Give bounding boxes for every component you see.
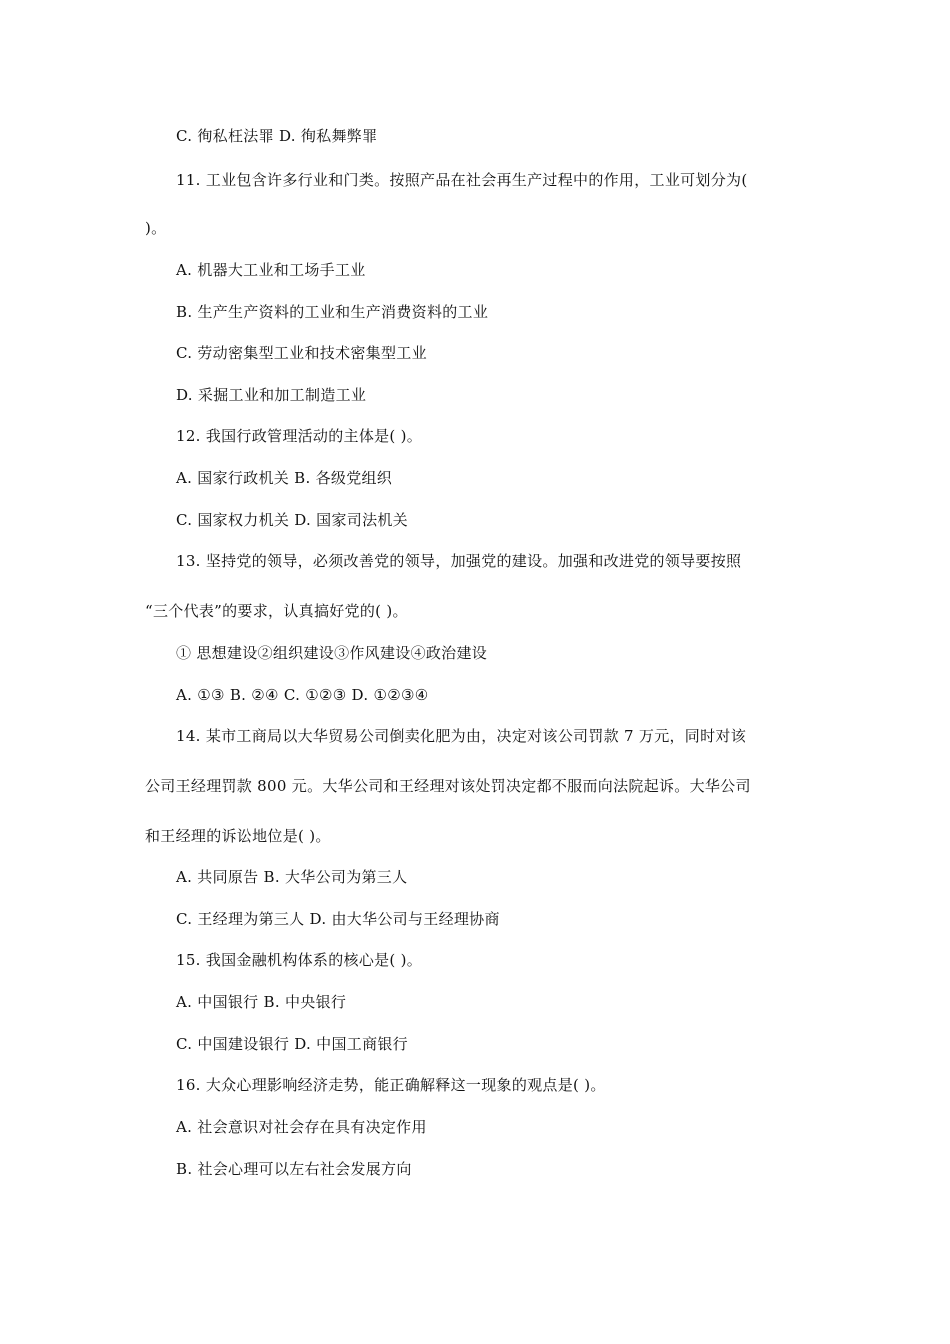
option-line-q12-ab: A. 国家行政机关 B. 各级党组织	[176, 469, 393, 487]
option-line-q15-ab: A. 中国银行 B. 中央银行	[176, 993, 347, 1011]
option-line-q15-cd: C. 中国建设银行 D. 中国工商银行	[176, 1035, 408, 1053]
option-line-q10-cd: C. 徇私枉法罪 D. 徇私舞弊罪	[176, 127, 378, 145]
question-11-text: 11. 工业包含许多行业和门类。按照产品在社会再生产过程中的作用，工业可划分为(	[176, 171, 748, 189]
option-line-q11-a: A. 机器大工业和工场手工业	[176, 261, 366, 279]
option-line-q11-c: C. 劳动密集型工业和技术密集型工业	[176, 344, 427, 362]
question-11-continuation: )。	[145, 219, 167, 237]
question-14-continuation-2: 和王经理的诉讼地位是( )。	[145, 827, 331, 845]
question-13-continuation: “三个代表”的要求，认真搞好党的( )。	[145, 602, 408, 620]
option-line-q16-b: B. 社会心理可以左右社会发展方向	[176, 1160, 412, 1178]
question-14-continuation-1: 公司王经理罚款 800 元。大华公司和王经理对该处罚决定都不服而向法院起诉。大华公司	[145, 777, 751, 795]
option-line-q16-a: A. 社会意识对社会存在具有决定作用	[176, 1118, 427, 1136]
question-16-text: 16. 大众心理影响经济走势，能正确解释这一现象的观点是( )。	[176, 1076, 606, 1094]
question-14-text: 14. 某市工商局以大华贸易公司倒卖化肥为由，决定对该公司罚款 7 万元，同时对该	[176, 727, 747, 745]
option-line-q14-ab: A. 共同原告 B. 大华公司为第三人	[176, 868, 408, 886]
option-line-q14-cd: C. 王经理为第三人 D. 由大华公司与王经理协商	[176, 910, 500, 928]
option-line-q12-cd: C. 国家权力机关 D. 国家司法机关	[176, 511, 408, 529]
option-line-q11-d: D. 采掘工业和加工制造工业	[176, 386, 367, 404]
option-line-q11-b: B. 生产生产资料的工业和生产消费资料的工业	[176, 303, 489, 321]
question-15-text: 15. 我国金融机构体系的核心是( )。	[176, 951, 423, 969]
question-12-text: 12. 我国行政管理活动的主体是( )。	[176, 427, 423, 445]
question-13-items: ① 思想建设②组织建设③作风建设④政治建设	[176, 644, 488, 662]
option-line-q13: A. ①③ B. ②④ C. ①②③ D. ①②③④	[176, 686, 429, 704]
question-13-text: 13. 坚持党的领导，必须改善党的领导，加强党的建设。加强和改进党的领导要按照	[176, 552, 742, 570]
